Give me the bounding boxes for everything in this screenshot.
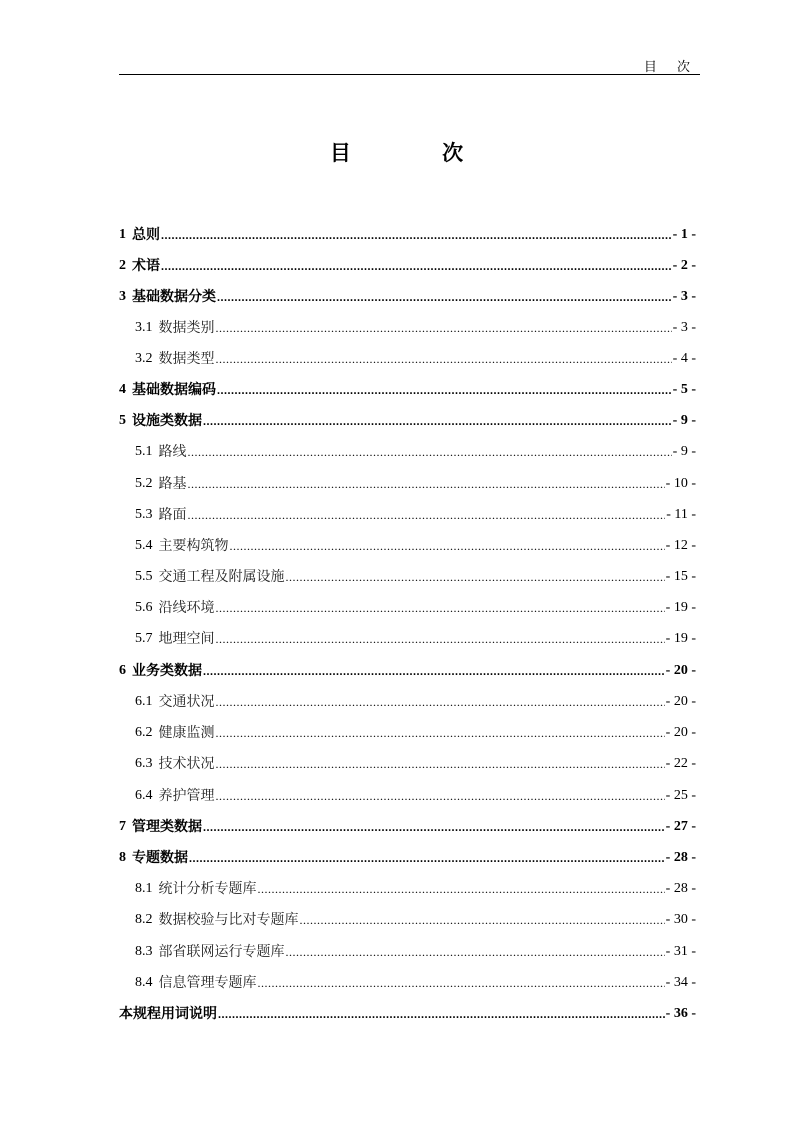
toc-entry-page: - 1 - (672, 227, 696, 242)
dot-leader (216, 692, 665, 712)
toc-entry-page: - 9 - (672, 444, 696, 459)
toc-entry-page: - 11 - (666, 507, 696, 522)
toc-entry-title: 健康监测 (158, 725, 215, 741)
toc-entry[interactable] (135, 505, 696, 525)
toc-entry-number: 3 (119, 289, 126, 304)
toc-entry-page: - 31 - (665, 944, 696, 959)
toc-entry-page: - 20 - (665, 663, 696, 678)
toc-entry-number: 8.2 (135, 912, 153, 927)
toc-entry-number: 1 (119, 227, 126, 242)
toc-entry-title: 交通状况 (158, 694, 215, 710)
toc-entry-number: 6.4 (135, 788, 153, 803)
toc-entry[interactable] (135, 723, 696, 743)
toc-entry-page: - 34 - (665, 975, 696, 990)
toc-entry-page: - 19 - (665, 600, 696, 615)
toc-entry-page: - 2 - (672, 258, 696, 273)
dot-leader (230, 536, 665, 556)
dot-leader (203, 661, 665, 681)
toc-entry-title: 沿线环境 (158, 600, 215, 616)
toc-entry-page: - 15 - (665, 569, 696, 584)
dot-leader (286, 942, 665, 962)
toc-entry[interactable] (135, 754, 696, 774)
dot-leader (216, 349, 672, 369)
toc-entry-page: - 3 - (672, 289, 696, 304)
toc-entry-number: 6.2 (135, 725, 153, 740)
dot-leader (203, 817, 665, 837)
dot-leader (216, 318, 672, 338)
toc-entry[interactable] (119, 411, 696, 431)
dot-leader (161, 256, 672, 276)
toc-entry-title: 路基 (158, 476, 187, 492)
toc-entry-number: 5.5 (135, 569, 153, 584)
dot-leader (258, 879, 665, 899)
toc-entry-number: 6.1 (135, 694, 153, 709)
toc-entry-title: 设施类数据 (132, 413, 202, 429)
toc-entry-page: - 5 - (672, 382, 696, 397)
toc-entry-title: 数据类型 (158, 351, 215, 367)
toc-entry-title: 管理类数据 (132, 819, 202, 835)
dot-leader (286, 567, 665, 587)
toc-entry-number: 8.3 (135, 944, 153, 959)
toc-entry-title: 路线 (158, 444, 187, 460)
toc-entry-page: - 36 - (665, 1006, 696, 1021)
toc-entry-page: - 20 - (665, 725, 696, 740)
dot-leader (188, 442, 672, 462)
toc-entry-number: 5.4 (135, 538, 153, 553)
toc-entry[interactable] (119, 287, 696, 307)
toc-entry-page: - 3 - (672, 320, 696, 335)
toc-entry[interactable] (135, 349, 696, 369)
toc-entry[interactable] (119, 380, 696, 400)
dot-leader (216, 629, 665, 649)
toc-entry[interactable] (135, 879, 696, 899)
dot-leader (216, 754, 665, 774)
toc-entry-page: - 20 - (665, 694, 696, 709)
toc-entry[interactable] (119, 1004, 696, 1024)
dot-leader (161, 225, 672, 245)
dot-leader (217, 287, 672, 307)
toc-entry-title: 统计分析专题库 (158, 881, 257, 897)
toc-entry-page: - 28 - (665, 881, 696, 896)
toc-entry-number: 3.1 (135, 320, 153, 335)
toc-entry[interactable] (135, 910, 696, 930)
dot-leader (203, 411, 672, 431)
toc-entry[interactable] (135, 567, 696, 587)
toc-entry-page: - 9 - (672, 413, 696, 428)
running-header-title: 目 次 (643, 60, 698, 75)
toc-entry-number: 5.1 (135, 444, 153, 459)
toc-entry-title: 路面 (158, 507, 187, 523)
toc-entry-page: - 19 - (665, 631, 696, 646)
toc-entry-title: 地理空间 (158, 631, 215, 647)
toc-entry-number: 4 (119, 382, 126, 397)
toc-entry[interactable] (135, 692, 696, 712)
toc-entry-number: 2 (119, 258, 126, 273)
toc-entry-title: 业务类数据 (132, 663, 202, 679)
toc-entry-page: - 25 - (665, 788, 696, 803)
toc-entry-page: - 30 - (665, 912, 696, 927)
dot-leader (216, 786, 665, 806)
toc-entry-title: 本规程用词说明 (119, 1006, 217, 1022)
dot-leader (189, 848, 665, 868)
toc-entry-title: 基础数据编码 (132, 382, 216, 398)
toc-entry-page: - 10 - (665, 476, 696, 491)
toc-entry-title: 交通工程及附属设施 (158, 569, 285, 585)
toc-entry-page: - 27 - (665, 819, 696, 834)
toc-entry-title: 数据校验与比对专题库 (158, 912, 299, 928)
toc-entry-number: 5 (119, 413, 126, 428)
toc-entry-title: 数据类别 (158, 320, 215, 336)
toc-entry[interactable] (135, 629, 696, 649)
toc-entry[interactable] (119, 848, 696, 868)
toc-entry-number: 6.3 (135, 756, 153, 771)
page-title: 目 次 (329, 141, 506, 165)
toc-entry[interactable] (135, 442, 696, 462)
toc-entry[interactable] (119, 256, 696, 276)
toc-entry-page: - 28 - (665, 850, 696, 865)
dot-leader (217, 380, 672, 400)
toc-entry-number: 8 (119, 850, 126, 865)
toc-entry-page: - 12 - (665, 538, 696, 553)
toc-entry[interactable] (135, 786, 696, 806)
toc-entry-number: 5.3 (135, 507, 153, 522)
toc-entry[interactable] (135, 942, 696, 962)
toc-entry-title: 总则 (132, 227, 160, 243)
dot-leader (188, 505, 666, 525)
toc-entry[interactable] (119, 661, 696, 681)
dot-leader (216, 598, 665, 618)
toc-entry-page: - 22 - (665, 756, 696, 771)
toc-entry-number: 6 (119, 663, 126, 678)
toc-entry-page: - 4 - (672, 351, 696, 366)
toc-entry-number: 3.2 (135, 351, 153, 366)
toc-entry-title: 基础数据分类 (132, 289, 216, 305)
toc-entry-title: 主要构筑物 (158, 538, 229, 554)
toc-entry[interactable] (135, 598, 696, 618)
toc-entry[interactable] (135, 536, 696, 556)
toc-entry-number: 5.2 (135, 476, 153, 491)
toc-entry-number: 5.6 (135, 600, 153, 615)
toc-entry-number: 8.4 (135, 975, 153, 990)
toc-entry-title: 术语 (132, 258, 160, 274)
toc-entry[interactable] (119, 225, 696, 245)
dot-leader (258, 973, 665, 993)
dot-leader (218, 1004, 665, 1024)
toc-entry-title: 技术状况 (158, 756, 215, 772)
toc-entry[interactable] (135, 973, 696, 993)
toc-entry-title: 专题数据 (132, 850, 188, 866)
dot-leader (300, 910, 665, 930)
toc-entry-number: 5.7 (135, 631, 153, 646)
toc-entry-number: 8.1 (135, 881, 153, 896)
toc-entry-number: 7 (119, 819, 126, 834)
dot-leader (216, 723, 665, 743)
toc-entry[interactable] (135, 474, 696, 494)
toc-entry[interactable] (119, 817, 696, 837)
dot-leader (188, 474, 665, 494)
toc-entry-title: 部省联网运行专题库 (158, 944, 285, 960)
toc-entry-title: 信息管理专题库 (158, 975, 257, 991)
toc-entry[interactable] (135, 318, 696, 338)
toc-entry-title: 养护管理 (158, 788, 215, 804)
